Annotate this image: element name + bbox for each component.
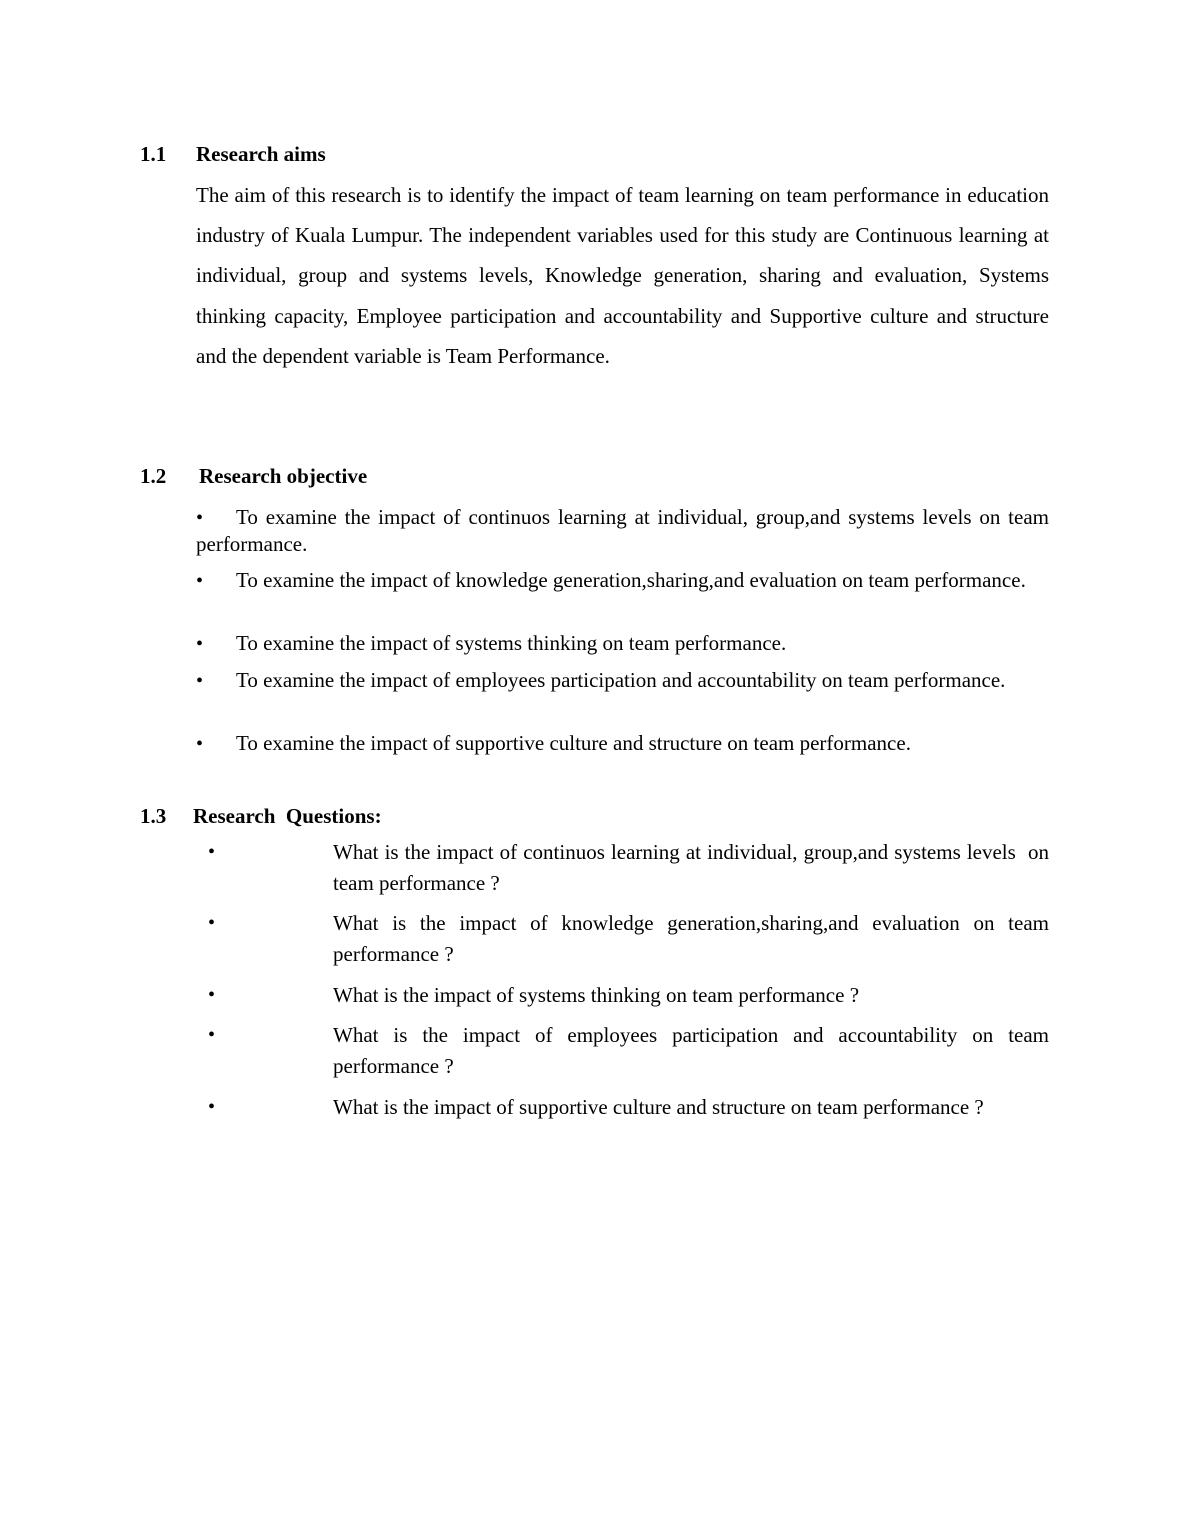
bullet-icon: • xyxy=(208,912,216,934)
objective-item xyxy=(196,630,1049,657)
bullet-icon: • xyxy=(208,1024,216,1046)
section-title: Research objective xyxy=(199,464,368,488)
bullet-icon: • xyxy=(196,733,204,755)
objective-item xyxy=(196,730,1049,757)
bullet-icon: • xyxy=(196,507,204,529)
section-title: Research Questions: xyxy=(193,804,382,828)
section-number: 1.1 xyxy=(140,142,167,166)
objective-text: To examine the impact of knowledge generation,sharing,and evaluation on team performance. xyxy=(236,568,1026,592)
bullet-icon: • xyxy=(208,984,216,1006)
question-text: What is the impact of employees participation and accountability on team performance ? xyxy=(333,1023,1049,1078)
bullet-icon: • xyxy=(208,1096,216,1118)
objective-text: To examine the impact of supportive culture and structure on team performance. xyxy=(236,731,911,755)
question-text: What is the impact of continuos learning at individual, group,and systems levels on team performance ? xyxy=(333,840,1055,895)
question-text: What is the impact of supportive culture and structure on team performance ? xyxy=(333,1095,984,1119)
section-number: 1.2 xyxy=(140,464,167,488)
section-heading-objective xyxy=(140,463,367,489)
objective-item xyxy=(196,567,1049,594)
objective-item xyxy=(196,504,1049,557)
objective-text: To examine the impact of systems thinking on team performance. xyxy=(236,631,787,655)
section-heading-questions xyxy=(140,803,382,829)
bullet-icon: • xyxy=(196,670,204,692)
bullet-icon: • xyxy=(196,633,204,655)
question-text: What is the impact of knowledge generation,sharing,and evaluation on team performance ? xyxy=(333,911,1049,966)
bullet-icon: • xyxy=(208,841,216,863)
objective-text: To examine the impact of continuos learning at individual, group,and systems levels on team performance. xyxy=(196,505,1049,556)
objective-item xyxy=(196,667,1049,694)
aims-paragraph: The aim of this research is to identify the impact of team learning on team performance in education industry of Kuala Lumpur. The independent variables used for this study are Continuous learning at individual, group and systems levels, Knowledge generation, sharing and evaluation, Systems thinking capacity, Employee participation and accountability and Supportive culture and structure and the dependent variable is Team Performance. xyxy=(196,183,1049,368)
question-text: What is the impact of systems thinking on team performance ? xyxy=(333,983,860,1007)
objective-text: To examine the impact of employees participation and accountability on team performance. xyxy=(236,668,1006,692)
section-heading-aims xyxy=(140,141,326,167)
bullet-icon: • xyxy=(196,570,204,592)
section-title: Research aims xyxy=(196,142,326,166)
section-number: 1.3 xyxy=(140,804,167,828)
